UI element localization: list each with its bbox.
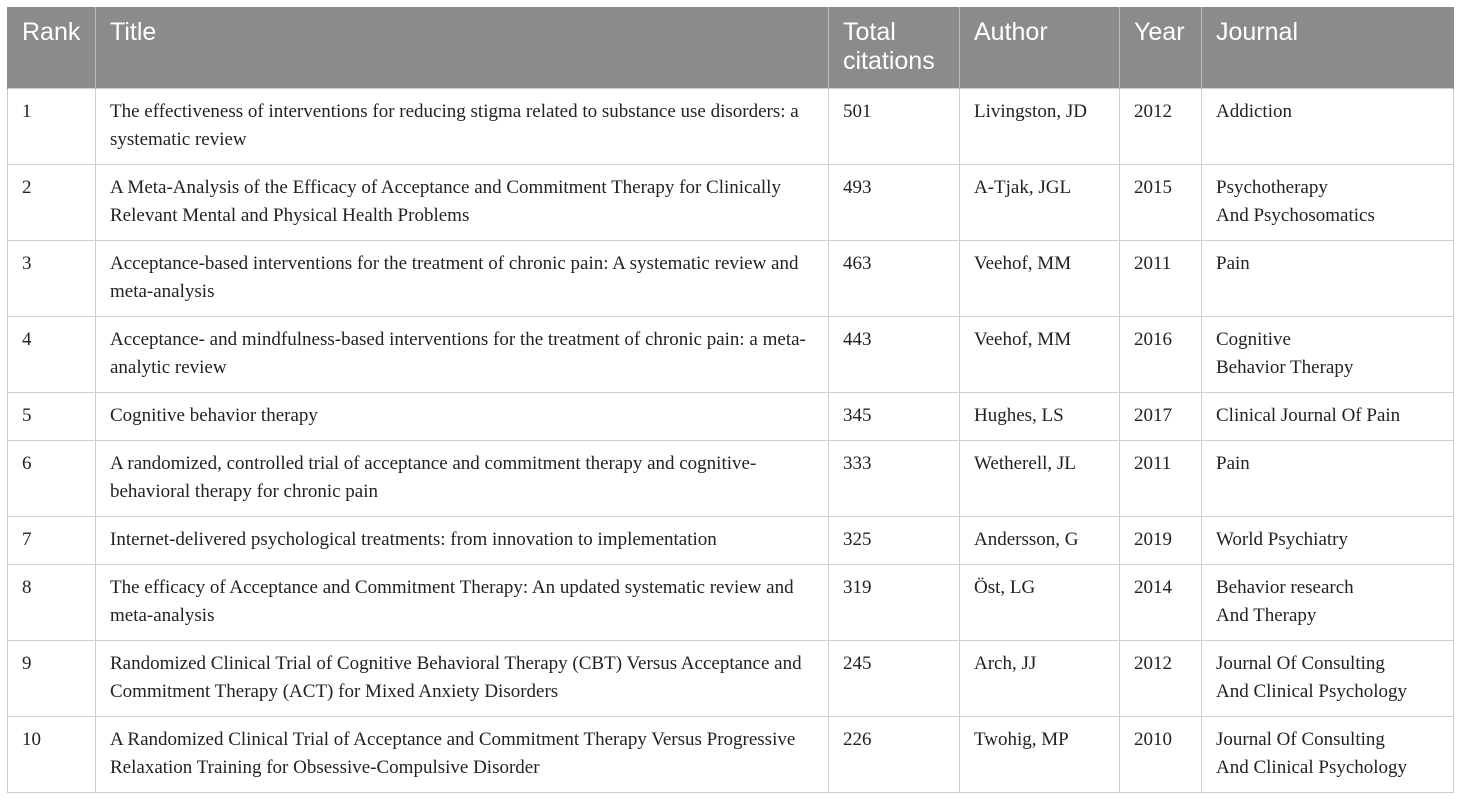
title-cell: Randomized Clinical Trial of Cognitive Behavioral Therapy (CBT) Versus Acceptance and Commitment Therapy (ACT) for Mixed Anxiety Disorders: [96, 640, 829, 716]
author-cell: Veehof, MM: [960, 240, 1120, 316]
citations-cell: 226: [829, 716, 960, 792]
rank-cell: 3: [8, 240, 96, 316]
rank-cell: 2: [8, 164, 96, 240]
journal-line2: And Clinical Psychology: [1216, 680, 1408, 702]
header-citations-line2: citations: [843, 47, 935, 75]
rank-cell: 10: [8, 716, 96, 792]
title-cell: The effectiveness of interventions for reducing stigma related to substance use disorders: a systematic review: [96, 88, 829, 164]
header-citations-line1: Total: [843, 18, 896, 46]
table-row: [8, 392, 1454, 440]
author-cell: A-Tjak, JGL: [960, 164, 1120, 240]
year-cell: 2014: [1120, 564, 1202, 640]
rank-cell: 4: [8, 316, 96, 392]
year-cell: 2011: [1120, 240, 1202, 316]
year-cell: 2011: [1120, 440, 1202, 516]
year-cell: 2019: [1120, 516, 1202, 564]
header-row: [8, 7, 1454, 88]
author-cell: Andersson, G: [960, 516, 1120, 564]
title-cell: A Meta-Analysis of the Efficacy of Acceptance and Commitment Therapy for Clinically Relevant Mental and Physical Health Problems: [96, 164, 829, 240]
citations-cell: 325: [829, 516, 960, 564]
author-cell: Veehof, MM: [960, 316, 1120, 392]
journal-cell: [1202, 440, 1454, 516]
header-year: Year: [1120, 7, 1202, 88]
table-row: [8, 640, 1454, 716]
journal-line2: And Therapy: [1216, 604, 1317, 626]
table-row: [8, 88, 1454, 164]
rank-cell: 9: [8, 640, 96, 716]
journal-line1: Journal Of Consulting: [1216, 652, 1385, 674]
year-cell: 2015: [1120, 164, 1202, 240]
author-cell: Livingston, JD: [960, 88, 1120, 164]
journal-line1: Addiction: [1216, 100, 1292, 122]
header-rank: Rank: [8, 7, 96, 88]
year-cell: 2017: [1120, 392, 1202, 440]
table-header: [8, 7, 1454, 88]
author-cell: Arch, JJ: [960, 640, 1120, 716]
citations-cell: 501: [829, 88, 960, 164]
author-cell: Wetherell, JL: [960, 440, 1120, 516]
journal-cell: [1202, 316, 1454, 392]
journal-line1: Behavior research: [1216, 576, 1354, 598]
rank-cell: 6: [8, 440, 96, 516]
journal-line2: And Clinical Psychology: [1216, 756, 1408, 778]
year-cell: 2012: [1120, 640, 1202, 716]
rank-cell: 7: [8, 516, 96, 564]
table-row: [8, 716, 1454, 792]
citations-cell: 319: [829, 564, 960, 640]
journal-cell: [1202, 240, 1454, 316]
year-cell: 2012: [1120, 88, 1202, 164]
author-cell: Öst, LG: [960, 564, 1120, 640]
journal-line1: Cognitive: [1216, 328, 1291, 350]
journal-line2: And Psychosomatics: [1216, 204, 1375, 226]
title-cell: Acceptance- and mindfulness-based interventions for the treatment of chronic pain: a meta-analytic review: [96, 316, 829, 392]
rank-cell: 8: [8, 564, 96, 640]
citations-cell: 345: [829, 392, 960, 440]
title-cell: Acceptance-based interventions for the treatment of chronic pain: A systematic review and meta-analysis: [96, 240, 829, 316]
header-total-citations: [829, 7, 960, 88]
author-cell: Twohig, MP: [960, 716, 1120, 792]
journal-line1: Clinical Journal Of Pain: [1216, 404, 1401, 426]
author-cell: Hughes, LS: [960, 392, 1120, 440]
rank-cell: 5: [8, 392, 96, 440]
citations-cell: 463: [829, 240, 960, 316]
journal-cell: [1202, 164, 1454, 240]
table-row: [8, 240, 1454, 316]
header-journal: Journal: [1202, 7, 1454, 88]
title-cell: A randomized, controlled trial of acceptance and commitment therapy and cognitive-behavioral therapy for chronic pain: [96, 440, 829, 516]
citations-cell: 245: [829, 640, 960, 716]
table-row: [8, 164, 1454, 240]
journal-cell: [1202, 640, 1454, 716]
table-row: [8, 316, 1454, 392]
journal-cell: [1202, 716, 1454, 792]
journal-line1: Psychotherapy: [1216, 176, 1328, 198]
journal-line1: Pain: [1216, 252, 1250, 274]
table-row: [8, 440, 1454, 516]
title-cell: Cognitive behavior therapy: [96, 392, 829, 440]
title-cell: A Randomized Clinical Trial of Acceptance and Commitment Therapy Versus Progressive Relaxation Training for Obsessive-Compulsive Disorder: [96, 716, 829, 792]
table-row: [8, 516, 1454, 564]
rank-cell: 1: [8, 88, 96, 164]
year-cell: 2016: [1120, 316, 1202, 392]
title-cell: The efficacy of Acceptance and Commitment Therapy: An updated systematic review and meta-analysis: [96, 564, 829, 640]
journal-cell: [1202, 88, 1454, 164]
header-author: Author: [960, 7, 1120, 88]
journal-cell: [1202, 392, 1454, 440]
journal-line1: Journal Of Consulting: [1216, 728, 1385, 750]
citation-table: [7, 7, 1454, 793]
journal-line1: World Psychiatry: [1216, 528, 1348, 550]
journal-line1: Pain: [1216, 452, 1250, 474]
table-body: [8, 88, 1454, 792]
table-row: [8, 564, 1454, 640]
citations-cell: 443: [829, 316, 960, 392]
citations-cell: 493: [829, 164, 960, 240]
journal-cell: [1202, 516, 1454, 564]
journal-line2: Behavior Therapy: [1216, 356, 1354, 378]
citations-cell: 333: [829, 440, 960, 516]
year-cell: 2010: [1120, 716, 1202, 792]
journal-cell: [1202, 564, 1454, 640]
header-title: Title: [96, 7, 829, 88]
title-cell: Internet-delivered psychological treatments: from innovation to implementation: [96, 516, 829, 564]
